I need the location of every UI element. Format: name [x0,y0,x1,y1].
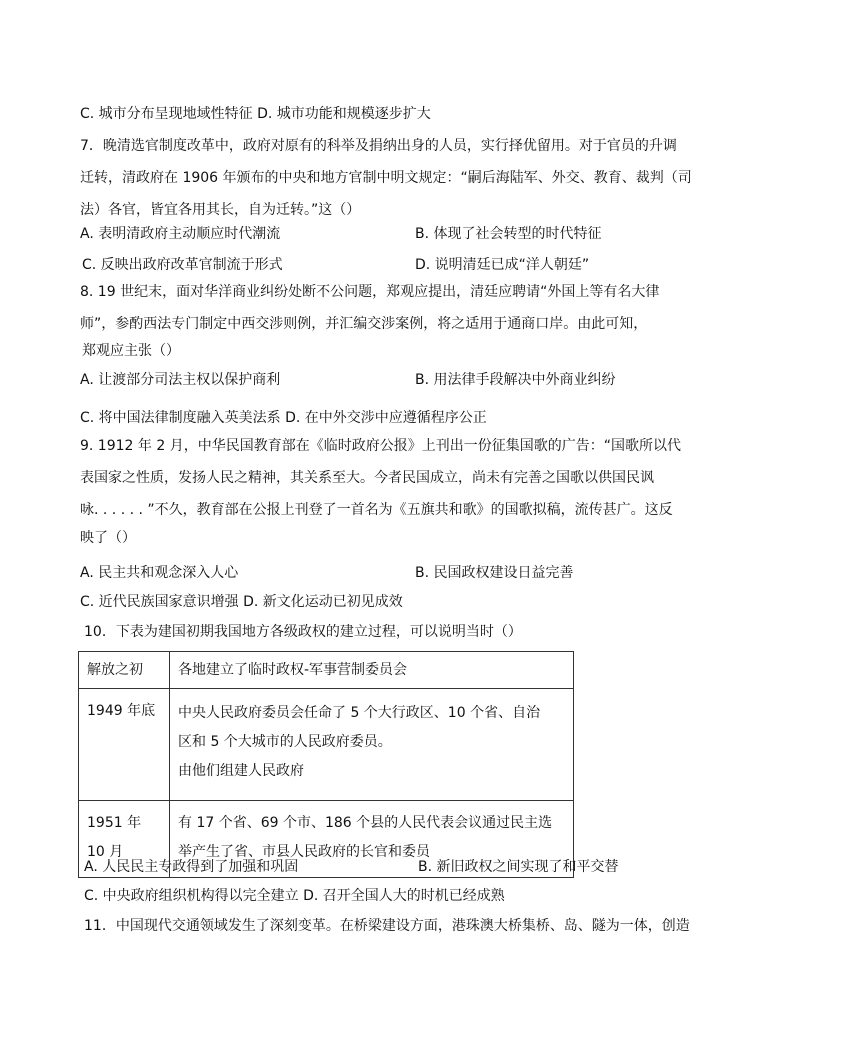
question-9-text: 表国家之性质，发扬人民之精神，其关系至大。今者民国成立，尚未有完善之国歌以供国民讽 [80,470,654,486]
option-a: A. 民主共和观念深入人心 [80,565,239,581]
option-cd: C. 近代民族国家意识增强 D. 新文化运动已初见成效 [80,594,403,610]
question-7-text: 迁转，清政府在 1906 年颁布的中央和地方官制中明文规定：“嗣后海陆军、外交、教育、裁判（司 [80,170,692,186]
cell-text: 10 月 [87,844,124,860]
question-8-text: 郑观应主张（） [82,343,180,359]
question-9-text: 映了（） [80,530,136,546]
option-b: B. 新旧政权之间实现了和平交替 [418,859,619,875]
cell-text: 1951 年 [87,815,142,831]
table-row [79,689,574,801]
option-b: B. 体现了社会转型的时代特征 [415,226,602,242]
table-cell-content [170,689,574,801]
question-7-text: 7．晚清选官制度改革中，政府对原有的科举及捐纳出身的人员，实行择优留用。对于官员的升调 [80,138,677,154]
option-cd: C. 将中国法律制度融入英美法系 D. 在中外交涉中应遵循程序公正 [80,410,487,426]
option-a: A. 表明清政府主动顺应时代潮流 [80,226,281,242]
cell-text: 有 17 个省、69 个市、186 个县的人民代表会议通过民主选 [178,815,553,831]
cell-text: 各地建立了临时政权-军事营制委员会 [178,662,408,678]
cell-text: 解放之初 [87,662,143,678]
question-10-text: 10．下表为建国初期我国地方各级政权的建立过程，可以说明当时（） [84,624,522,640]
question-7-text: 法）各官，皆宜各用其长，自为迁转。”这（） [80,202,361,218]
history-table [78,651,574,878]
option-a: A. 人民民主专政得到了加强和巩固 [84,859,299,875]
table-cell-content [170,652,574,689]
option-d: D. 说明清廷已成“洋人朝廷” [415,257,590,273]
cell-text: 由他们组建人民政府 [178,763,304,779]
table-cell-time [79,689,170,801]
question-9-text: 咏. . . . . . ”不久，教育部在公报上刊登了一首名为《五旗共和歌》的国歌拟稿，流传甚广。这反 [80,502,673,518]
option-cd: C. 中央政府组织机构得以完全建立 D. 召开全国人大的时机已经成熟 [84,888,505,904]
option-a: A. 让渡部分司法主权以保护商利 [80,372,281,388]
cell-text: 区和 5 个大城市的人民政府委员。 [178,734,392,750]
cell-text: 举产生了省、市县人民政府的长官和委员 [178,844,430,860]
question-9-text: 9. 1912 年 2 月，中华民国教育部在《临时政府公报》上刊出一份征集国歌的广告：“国歌所以代 [80,438,681,454]
question-8-text: 8. 19 世纪末，面对华洋商业纠纷处断不公问题，郑观应提出，清廷应聘请“外国上等有名大律 [80,284,660,300]
option-b: B. 民国政权建设日益完善 [415,565,574,581]
option-b: B. 用法律手段解决中外商业纠纷 [415,372,616,388]
question-11-text: 11．中国现代交通领域发生了深刻变革。在桥梁建设方面，港珠澳大桥集桥、岛、隧为一体，创造 [84,918,690,934]
option-line: C. 城市分布呈现地域性特征 D. 城市功能和规模逐步扩大 [80,106,431,122]
table-row [79,652,574,689]
cell-text: 中央人民政府委员会任命了 5 个大行政区、10 个省、自治 [178,705,541,721]
question-8-text: 师”，参酌西法专门制定中西交涉则例，并汇编交涉案例，将之适用于通商口岸。由此可知， [80,316,648,332]
cell-text: 1949 年底 [87,703,156,719]
table-cell-time [79,652,170,689]
option-c: C. 反映出政府改革官制流于形式 [82,257,283,273]
